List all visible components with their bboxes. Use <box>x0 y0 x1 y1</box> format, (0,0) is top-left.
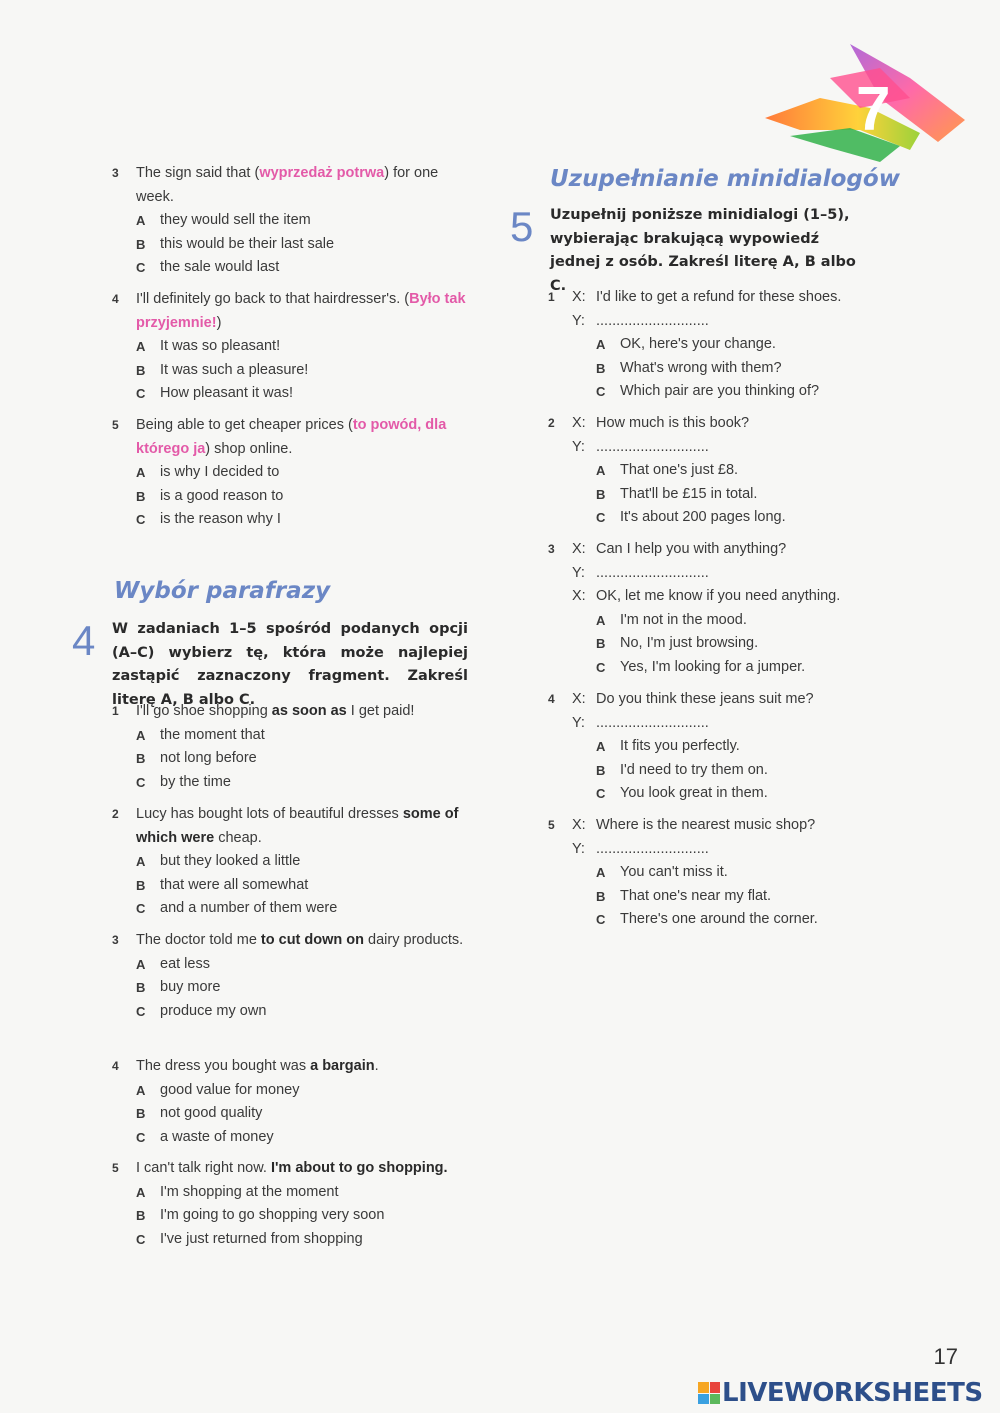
dialog-line <box>548 838 878 862</box>
option-letter[interactable]: A <box>136 1184 146 1200</box>
option-letter[interactable]: B <box>596 762 606 778</box>
option-text: No, I'm just browsing. <box>620 635 759 651</box>
answer-option-a[interactable] <box>112 209 472 233</box>
dialog-item <box>548 814 878 932</box>
option-letter[interactable]: A <box>596 865 606 880</box>
question-text <box>136 162 472 209</box>
dialog-line <box>548 538 878 562</box>
dialog-line <box>548 310 878 334</box>
text-segment: . <box>374 1058 379 1074</box>
option-text: not long before <box>160 750 257 766</box>
answer-option-b[interactable] <box>112 1102 472 1126</box>
answer-option-a[interactable] <box>112 1079 472 1103</box>
option-text: That'll be £15 in total. <box>620 485 758 502</box>
speaker-label: Y: <box>572 840 585 857</box>
section-4-number: 4 <box>72 617 96 664</box>
option-text: It fits you perfectly. <box>620 738 740 754</box>
text-segment: The dress you bought was <box>136 1058 311 1074</box>
question-text <box>136 700 472 724</box>
answer-gap: ............................ <box>596 312 709 329</box>
option-text: is why I decided to <box>160 464 280 480</box>
dialog-line <box>548 562 878 586</box>
answer-option-b[interactable] <box>112 874 472 898</box>
answer-option-b[interactable] <box>548 885 878 909</box>
answer-gap: ............................ <box>596 714 709 731</box>
option-text: they would sell the item <box>160 212 311 228</box>
speaker-label: Y: <box>572 312 585 329</box>
highlighted-fragment: I'm about to go shopping. <box>270 1160 448 1176</box>
option-text: not good quality <box>160 1105 263 1121</box>
speaker-label: X: <box>572 415 586 431</box>
question-item <box>112 288 472 406</box>
option-letter[interactable]: B <box>596 486 606 502</box>
option-letter[interactable]: A <box>596 463 606 478</box>
section-5-number: 5 <box>510 203 534 250</box>
option-text: Yes, I'm looking for a jumper. <box>620 658 806 675</box>
answer-option-c[interactable] <box>548 506 878 530</box>
question-number: 5 <box>112 1161 119 1175</box>
question-number: 2 <box>112 807 119 821</box>
dialog-number <box>548 585 572 609</box>
answer-option-c[interactable] <box>112 256 472 280</box>
dialog-number: 3 <box>548 542 555 556</box>
dialog-number: 1 <box>548 290 555 304</box>
option-text: I'm not in the mood. <box>620 611 747 628</box>
option-letter[interactable]: C <box>596 912 606 927</box>
question-stem <box>112 929 472 953</box>
dialog-text: How much is this book? <box>596 415 750 431</box>
answer-option-b[interactable] <box>112 359 472 383</box>
question-item <box>112 414 472 532</box>
section-5-title: Uzupełnianie minidialogów <box>550 166 900 192</box>
answer-option-a[interactable] <box>112 953 472 977</box>
option-letter[interactable]: A <box>136 1082 146 1098</box>
dialog-number <box>548 562 572 586</box>
option-text: a waste of money <box>160 1128 274 1145</box>
chapter-badge-graphic <box>760 38 970 168</box>
option-text: OK, here's your change. <box>620 336 776 352</box>
answer-option-a[interactable] <box>112 335 472 359</box>
dialog-line <box>548 436 878 460</box>
option-letter[interactable]: C <box>136 1129 146 1145</box>
option-letter[interactable]: B <box>136 362 146 378</box>
highlighted-fragment: as soon as <box>271 703 347 719</box>
dialog-line <box>548 412 878 436</box>
dialog-item <box>548 538 878 679</box>
option-letter[interactable]: A <box>136 727 146 743</box>
question-number: 1 <box>112 704 119 718</box>
dialog-number: 2 <box>548 416 555 430</box>
question-text <box>136 929 472 953</box>
answer-option-a[interactable] <box>112 724 472 748</box>
speaker-label: Y: <box>572 564 585 581</box>
answer-option-b[interactable] <box>548 759 878 783</box>
answer-option-b[interactable] <box>112 485 472 509</box>
dialog-text: OK, let me know if you need anything. <box>596 588 841 604</box>
answer-option-c[interactable] <box>548 782 878 806</box>
question-item <box>112 1157 472 1251</box>
speaker-label: X: <box>572 817 586 833</box>
answer-option-a[interactable] <box>548 333 878 357</box>
text-segment: cheap. <box>214 829 262 846</box>
option-letter[interactable]: B <box>136 236 146 252</box>
question-item <box>112 803 472 921</box>
section-4-title: Wybór parafrazy <box>114 578 331 604</box>
section-4-instruction: W zadaniach 1–5 spośród podanych opcji (A–C) wybierz tę, która może najlepiej zastąpić zaznaczony fragment. Zakreśl literę A, B albo C. <box>112 621 468 708</box>
speaker-label: Y: <box>572 438 585 455</box>
dialog-line <box>548 712 878 736</box>
answer-option-b[interactable] <box>548 357 878 381</box>
option-letter[interactable]: B <box>596 636 606 651</box>
option-text: It's about 200 pages long. <box>620 509 786 525</box>
option-text: this would be their last sale <box>160 235 335 252</box>
text-segment: I get paid! <box>346 703 415 719</box>
answer-option-a[interactable] <box>548 459 878 483</box>
option-letter[interactable]: B <box>136 1106 146 1121</box>
answer-option-c[interactable] <box>112 771 472 795</box>
question-item <box>112 700 472 794</box>
dialog-number <box>548 310 572 334</box>
question-item <box>112 162 472 280</box>
option-text: is the reason why I <box>160 511 281 527</box>
dialog-line <box>548 286 878 310</box>
question-item <box>112 1055 472 1149</box>
polish-prompt: Było tak przyjemnie! <box>136 291 466 331</box>
answer-option-c[interactable] <box>112 1000 472 1024</box>
answer-option-b[interactable] <box>548 483 878 507</box>
question-stem <box>112 1157 472 1181</box>
polish-prompt: wyprzedaż potrwa <box>259 165 385 181</box>
dialog-number <box>548 712 572 736</box>
answer-option-c[interactable] <box>112 1228 472 1252</box>
highlighted-fragment: to cut down on <box>260 932 365 948</box>
question-text <box>136 288 472 335</box>
option-letter[interactable]: A <box>596 337 606 352</box>
answer-gap: ............................ <box>596 564 709 581</box>
option-letter[interactable]: C <box>596 384 606 399</box>
question-number: 3 <box>112 166 119 180</box>
answer-option-b[interactable] <box>548 632 878 656</box>
option-text: How pleasant it was! <box>160 385 293 401</box>
speaker-label: X: <box>572 541 586 557</box>
answer-option-c[interactable] <box>548 656 878 680</box>
question-stem <box>112 1055 472 1079</box>
chapter-number: 7 <box>856 75 891 144</box>
question-text <box>136 414 472 461</box>
question-stem <box>112 162 472 209</box>
answer-option-c[interactable] <box>112 508 472 532</box>
page-number: 17 <box>933 1344 958 1369</box>
speaker-label: Y: <box>572 714 585 731</box>
dialog-text: Do you think these jeans suit me? <box>596 691 814 707</box>
footer-brand-text: LIVEWORKSHEETS <box>722 1378 983 1408</box>
question-stem <box>112 288 472 335</box>
liveworksheets-logo-icon <box>698 1382 720 1404</box>
answer-option-c[interactable] <box>548 380 878 404</box>
question-stem <box>112 700 472 724</box>
option-text: good value for money <box>160 1081 300 1098</box>
answer-option-c[interactable] <box>112 382 472 406</box>
option-letter[interactable]: A <box>136 854 146 869</box>
option-letter[interactable]: B <box>136 488 146 504</box>
dialog-text: I'd like to get a refund for these shoes. <box>596 289 842 305</box>
option-letter[interactable]: C <box>596 659 606 675</box>
option-letter[interactable]: B <box>136 751 146 766</box>
option-text: buy more <box>160 979 221 995</box>
question-number: 4 <box>112 1059 119 1073</box>
question-text <box>136 1157 472 1181</box>
option-text: by the time <box>160 773 231 790</box>
answer-option-c[interactable] <box>548 908 878 932</box>
dialog-number <box>548 436 572 460</box>
question-stem <box>112 414 472 461</box>
text-segment: dairy products. <box>364 932 464 948</box>
option-letter[interactable]: C <box>596 510 606 525</box>
speaker-label: X: <box>572 289 586 305</box>
footer-brand <box>698 1378 983 1408</box>
answer-gap: ............................ <box>596 438 709 455</box>
option-letter[interactable]: C <box>136 386 146 401</box>
option-letter[interactable]: C <box>136 1231 146 1247</box>
speaker-label: X: <box>572 588 586 604</box>
option-text: I'm going to go shopping very soon <box>160 1207 385 1223</box>
answer-option-a[interactable] <box>112 850 472 874</box>
text-segment: Being able to get cheaper prices ( <box>136 417 353 433</box>
text-segment: ) shop online. <box>205 440 293 457</box>
question-text <box>136 1055 472 1079</box>
option-text: is a good reason to <box>160 487 284 504</box>
question-number: 4 <box>112 292 119 306</box>
option-text: the moment that <box>160 726 265 743</box>
option-text: Which pair are you thinking of? <box>620 383 820 399</box>
option-letter[interactable]: C <box>596 786 606 801</box>
option-text: It was so pleasant! <box>160 338 281 354</box>
option-letter[interactable]: B <box>136 877 146 893</box>
answer-option-b[interactable] <box>112 233 472 257</box>
option-letter[interactable]: B <box>596 360 606 376</box>
option-text: I'm shopping at the moment <box>160 1183 339 1200</box>
dialog-text: Can I help you with anything? <box>596 541 787 557</box>
dialog-item <box>548 412 878 530</box>
text-segment: Lucy has bought lots of beautiful dresses <box>136 806 403 822</box>
text-segment: ) <box>216 314 222 331</box>
answer-option-a[interactable] <box>112 1181 472 1205</box>
answer-option-a[interactable] <box>548 735 878 759</box>
option-letter[interactable]: A <box>596 612 606 628</box>
option-letter[interactable]: B <box>136 980 146 995</box>
answer-option-a[interactable] <box>548 609 878 633</box>
option-text: There's one around the corner. <box>620 911 818 927</box>
option-letter[interactable]: C <box>136 1003 146 1019</box>
option-letter[interactable]: C <box>136 512 146 527</box>
dialog-item <box>548 286 878 404</box>
option-text: It was such a pleasure! <box>160 361 309 378</box>
option-text: I'd need to try them on. <box>620 761 768 778</box>
question-text <box>136 803 472 850</box>
dialog-number <box>548 838 572 862</box>
question-number: 5 <box>112 418 119 432</box>
text-segment: I'll go shoe shopping <box>136 703 272 719</box>
answer-option-c[interactable] <box>112 897 472 921</box>
option-text: eat less <box>160 955 210 972</box>
section-5-instruction: Uzupełnij poniższe minidialogi (1–5), wybierając brakującą wypowiedź jednej z osób. Zakreśl literę A, B albo C. <box>550 207 856 294</box>
question-item <box>112 929 472 1023</box>
dialog-line <box>548 585 878 609</box>
text-segment: The doctor told me <box>136 932 261 948</box>
answer-gap: ............................ <box>596 840 709 857</box>
option-text: I've just returned from shopping <box>160 1230 363 1247</box>
option-letter[interactable]: C <box>136 260 146 275</box>
text-segment: ) for one week. <box>136 165 439 205</box>
text-segment: The sign said that ( <box>136 165 260 181</box>
answer-option-c[interactable] <box>112 1126 472 1150</box>
option-letter[interactable]: C <box>136 901 146 916</box>
option-letter[interactable]: A <box>136 956 146 972</box>
option-letter[interactable]: A <box>596 739 606 754</box>
dialog-line <box>548 814 878 838</box>
option-text: and a number of them were <box>160 900 338 916</box>
dialog-item <box>548 688 878 806</box>
option-letter[interactable]: C <box>136 774 146 790</box>
speaker-label: X: <box>572 691 586 707</box>
option-letter[interactable]: B <box>596 888 606 904</box>
option-text: that were all somewhat <box>160 876 309 893</box>
dialog-number: 5 <box>548 818 555 832</box>
text-segment: I'll definitely go back to that hairdresser's. ( <box>136 291 410 307</box>
question-stem <box>112 803 472 850</box>
answer-option-b[interactable] <box>112 747 472 771</box>
option-letter[interactable]: A <box>136 339 146 354</box>
option-text: You look great in them. <box>620 785 768 801</box>
option-text: produce my own <box>160 1002 267 1019</box>
dialog-text: Where is the nearest music shop? <box>596 817 816 833</box>
answer-option-a[interactable] <box>548 861 878 885</box>
answer-option-a[interactable] <box>112 461 472 485</box>
highlighted-fragment: some of which were <box>136 806 459 846</box>
answer-option-b[interactable] <box>112 976 472 1000</box>
dialog-number: 4 <box>548 692 555 706</box>
option-letter[interactable]: A <box>136 465 146 480</box>
option-text: That one's just £8. <box>620 462 739 478</box>
polish-prompt: to powód, dla którego ja <box>136 417 447 457</box>
option-text: the sale would last <box>160 259 280 275</box>
option-text: but they looked a little <box>160 853 301 869</box>
highlighted-fragment: a bargain <box>310 1058 375 1074</box>
dialog-line <box>548 688 878 712</box>
option-letter[interactable]: A <box>136 213 146 228</box>
option-text: You can't miss it. <box>620 864 728 880</box>
question-number: 3 <box>112 933 119 947</box>
option-text: That one's near my flat. <box>620 887 772 904</box>
text-segment: I can't talk right now. <box>136 1160 271 1176</box>
answer-option-b[interactable] <box>112 1204 472 1228</box>
option-letter[interactable]: B <box>136 1208 146 1223</box>
option-text: What's wrong with them? <box>620 359 782 376</box>
